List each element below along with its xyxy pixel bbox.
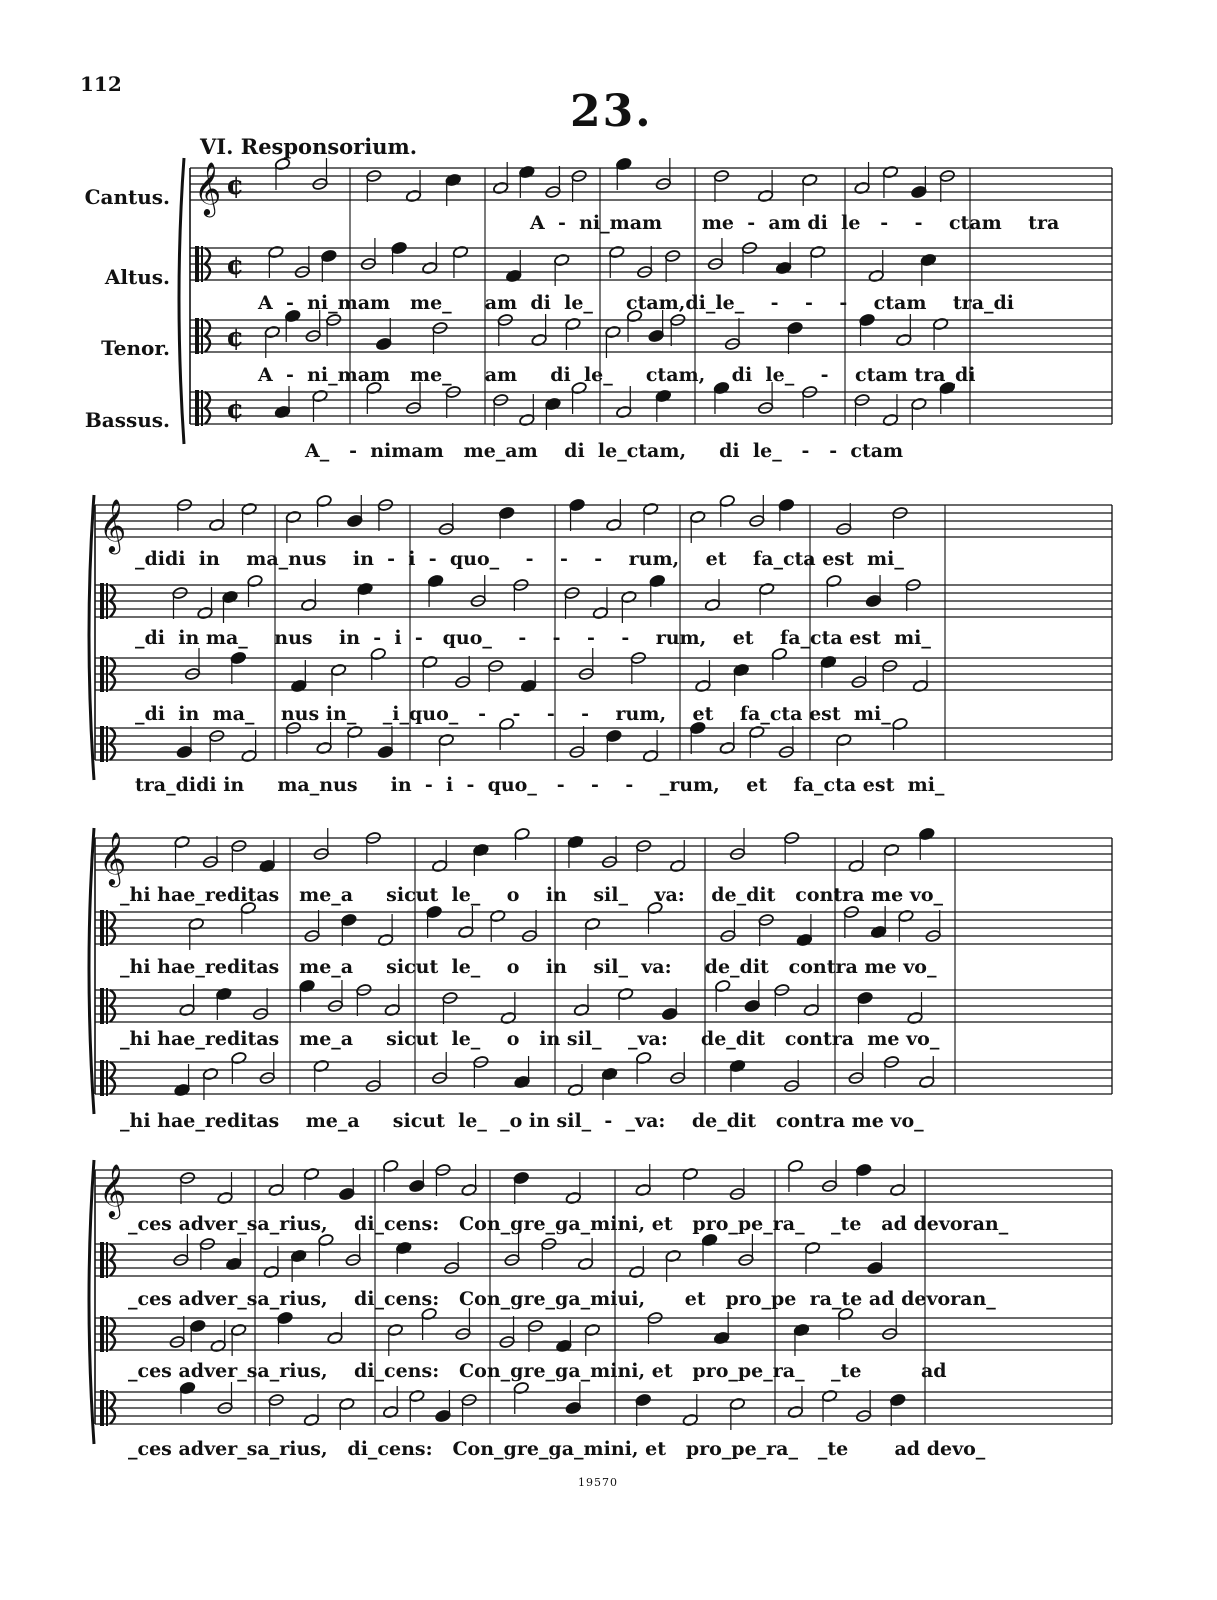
note-icon <box>601 1067 617 1080</box>
note-icon <box>749 725 765 738</box>
note-icon <box>733 663 749 676</box>
note-icon <box>383 1405 399 1418</box>
voice-label-bassus: Bassus. <box>84 408 170 432</box>
note-icon <box>616 405 632 418</box>
note-icon <box>316 494 332 507</box>
note-icon <box>493 181 509 194</box>
note-icon <box>376 337 392 350</box>
lyrics-s4-bassus: _ces adver_sa_rius, di_cens: Con_gre_ga_mini, et pro_pe_ra_ _te ad devo_ <box>128 1438 986 1460</box>
note-icon <box>259 859 275 872</box>
note-icon <box>890 1393 906 1406</box>
note-icon <box>438 733 454 746</box>
note-icon <box>584 1323 600 1336</box>
note-icon <box>202 1067 218 1080</box>
note-icon <box>892 717 908 730</box>
note-icon <box>520 679 536 692</box>
lyrics-s1-cantus: A - ni_mam me - am di le - - ctam tra <box>530 212 1060 234</box>
note-icon <box>648 329 664 342</box>
note-icon <box>616 157 632 170</box>
lyrics-s3-altus: _hi hae_reditas me_a sicut le_ o in sil_ va: de_dit contra me vo_ <box>120 956 937 978</box>
note-icon <box>854 181 870 194</box>
treble-clef-icon: 𝄞 <box>194 161 222 215</box>
note-icon <box>793 1323 809 1336</box>
note-icon <box>682 1413 698 1426</box>
note-icon <box>268 245 284 258</box>
c-clef-icon <box>195 318 199 354</box>
c-clef-icon <box>106 583 108 619</box>
c-clef-icon <box>100 1390 104 1426</box>
note-icon <box>606 518 622 531</box>
note-icon <box>890 1183 906 1196</box>
note-icon <box>327 1331 343 1344</box>
note-icon <box>907 1011 923 1024</box>
note-icon <box>216 987 232 1000</box>
note-icon <box>729 1059 745 1072</box>
c-clef-icon <box>106 656 108 692</box>
note-icon <box>898 909 914 922</box>
note-icon <box>377 933 393 946</box>
brace-icon <box>179 158 184 444</box>
note-icon <box>682 1167 698 1180</box>
note-icon <box>714 1331 730 1344</box>
c-clef-icon <box>106 1242 108 1278</box>
note-icon <box>312 389 328 402</box>
note-icon <box>241 749 257 762</box>
c-clef-icon <box>106 910 108 946</box>
note-icon <box>514 827 530 840</box>
note-icon <box>264 325 280 338</box>
lyrics-s3-bassus: _hi hae_reditas me_a sicut le_ _o in sil_ - _va: de_dit contra me vo_ <box>120 1110 924 1132</box>
note-icon <box>609 245 625 258</box>
treble-clef-icon: 𝄞 <box>99 1163 127 1217</box>
note-icon <box>870 925 886 938</box>
c-clef-icon <box>100 910 104 946</box>
note-icon <box>519 413 535 426</box>
note-icon <box>836 733 852 746</box>
note-icon <box>803 1003 819 1016</box>
note-icon <box>357 582 373 595</box>
voice-label-tenor: Tenor. <box>101 336 170 360</box>
note-icon <box>268 1183 284 1196</box>
note-icon <box>231 1051 247 1064</box>
note-icon <box>513 1381 529 1394</box>
note-icon <box>778 498 794 511</box>
note-icon <box>217 1191 233 1204</box>
note-icon <box>573 1003 589 1016</box>
note-icon <box>274 405 290 418</box>
lyrics-s2-tenor: _di in ma_ nus in_ _i_quo_ - - - - rum, et fa_cta est mi_ <box>135 703 891 725</box>
note-icon <box>882 413 898 426</box>
note-icon <box>383 1159 399 1172</box>
note-icon <box>545 397 561 410</box>
brace-icon <box>89 828 94 1114</box>
note-icon <box>303 1413 319 1426</box>
note-icon <box>771 647 787 660</box>
note-icon <box>820 655 836 668</box>
note-icon <box>274 157 290 170</box>
note-icon <box>387 1323 403 1336</box>
note-icon <box>744 999 760 1012</box>
note-icon <box>490 909 506 922</box>
note-icon <box>405 189 421 202</box>
note-icon <box>377 745 393 758</box>
note-icon <box>567 835 583 848</box>
note-icon <box>445 173 461 186</box>
note-icon <box>848 859 864 872</box>
voice-label-cantus: Cantus. <box>84 185 170 209</box>
lyrics-s4-tenor: _ces adver_sa_rius, di_cens: Con_gre_ga_mini, et pro_pe_ra_ _te ad <box>128 1360 947 1382</box>
note-icon <box>291 679 307 692</box>
lyrics-s3-tenor: _hi hae_reditas me_a sicut le_ o in sil_ _va: de_dit contra me vo_ <box>120 1028 940 1050</box>
note-icon <box>506 269 522 282</box>
note-icon <box>391 241 407 254</box>
note-icon <box>896 333 912 346</box>
lyrics-s1-altus: A - ni_mam me_ am di le_ ctam,di_le_ - - - ctam tra_di <box>258 292 1015 314</box>
lyrics-s4-altus: _ces adver_sa_rius, di_cens: Con_gre_ga_miui, et pro_pe ra_te ad devoran_ <box>128 1288 996 1310</box>
note-icon <box>665 1249 681 1262</box>
c-clef-icon <box>100 1242 104 1278</box>
note-icon <box>301 598 317 611</box>
note-icon <box>584 917 600 930</box>
note-icon <box>655 389 671 402</box>
note-icon <box>347 725 363 738</box>
note-icon <box>695 679 711 692</box>
note-icon <box>427 574 443 587</box>
note-icon <box>883 843 899 856</box>
note-icon <box>605 325 621 338</box>
note-icon <box>176 745 192 758</box>
note-icon <box>715 979 731 992</box>
note-icon <box>179 1381 195 1394</box>
note-icon <box>277 1311 293 1324</box>
note-icon <box>230 1323 246 1336</box>
note-icon <box>461 1183 477 1196</box>
note-icon <box>635 1051 651 1064</box>
note-icon <box>621 590 637 603</box>
c-clef-icon <box>100 583 104 619</box>
note-icon <box>197 606 213 619</box>
c-clef-icon <box>201 246 203 282</box>
note-icon <box>911 185 927 198</box>
note-icon <box>635 1183 651 1196</box>
note-icon <box>759 582 775 595</box>
note-icon <box>318 1233 334 1246</box>
note-icon <box>247 574 263 587</box>
note-icon <box>426 905 442 918</box>
note-icon <box>592 606 608 619</box>
c-clef-icon <box>106 726 108 762</box>
note-icon <box>299 979 315 992</box>
c-clef-icon <box>100 656 104 692</box>
lyrics-s1-tenor: A - ni_mam me_ am di le_ ctam, di le_ - ctam tra_di <box>258 364 976 386</box>
time-signature-icon: ¢ <box>226 395 245 425</box>
section-title: VI. Responsorium. <box>200 134 418 159</box>
note-icon <box>617 987 633 1000</box>
note-icon <box>396 1241 412 1254</box>
lyrics-s2-bassus: tra_didi in ma_nus in - i - quo_ - - - _rum, et fa_cta est mi_ <box>135 774 945 796</box>
treble-clef-icon: 𝄞 <box>99 831 127 885</box>
note-icon <box>629 1265 645 1278</box>
note-icon <box>919 827 935 840</box>
brace-icon <box>89 1160 94 1444</box>
time-signature-icon: ¢ <box>226 171 245 201</box>
note-icon <box>513 1171 529 1184</box>
note-icon <box>458 925 474 938</box>
time-signature-icon: ¢ <box>226 251 245 281</box>
page-number: 112 <box>80 72 122 96</box>
note-icon <box>188 917 204 930</box>
note-icon <box>649 574 665 587</box>
note-icon <box>729 1397 745 1410</box>
note-icon <box>500 1011 516 1024</box>
note-icon <box>209 518 225 531</box>
piece-number: 23. <box>570 86 653 137</box>
lyrics-s4-cantus: _ces adver_sa_rius, di_cens: Con_gre_ga_mini, et pro_pe_ra_ _te ad devoran_ <box>128 1213 1009 1235</box>
c-clef-icon <box>106 1060 108 1096</box>
note-icon <box>409 1179 425 1192</box>
note-icon <box>422 261 438 274</box>
note-icon <box>473 843 489 856</box>
note-icon <box>409 1389 425 1402</box>
note-icon <box>519 165 535 178</box>
note-icon <box>802 173 818 186</box>
note-icon <box>662 1007 678 1020</box>
note-icon <box>932 317 948 330</box>
c-clef-icon <box>195 390 199 426</box>
note-icon <box>787 1159 803 1172</box>
note-icon <box>370 647 386 660</box>
note-icon <box>316 741 332 754</box>
note-icon <box>757 189 773 202</box>
note-icon <box>569 498 585 511</box>
note-icon <box>912 679 928 692</box>
note-icon <box>290 1249 306 1262</box>
lyrics-s2-cantus: _didi in ma_nus in - i - quo_ - - - rum, et fa_cta est mi_ <box>135 548 904 570</box>
note-icon <box>855 1163 871 1176</box>
note-icon <box>341 913 357 926</box>
note-icon <box>174 1083 190 1096</box>
note-icon <box>263 1265 279 1278</box>
note-icon <box>432 859 448 872</box>
note-icon <box>321 249 337 262</box>
note-icon <box>868 269 884 282</box>
brace-icon <box>89 495 94 780</box>
note-icon <box>347 514 363 527</box>
voice-label-altus: Altus. <box>104 265 170 289</box>
note-icon <box>642 749 658 762</box>
lyrics-s3-cantus: _hi hae_reditas me_a sicut le_ o in sil_ va: de_dit contra me vo_ <box>120 884 944 906</box>
note-icon <box>606 729 622 742</box>
note-icon <box>826 574 842 587</box>
note-icon <box>565 317 581 330</box>
c-clef-icon <box>195 246 199 282</box>
note-icon <box>222 590 238 603</box>
lyrics-s1-bassus: A_ - nimam me_am di le_ctam, di le_ - - ctam <box>305 440 904 462</box>
c-clef-icon <box>106 1316 108 1352</box>
note-icon <box>499 506 515 519</box>
note-icon <box>882 165 898 178</box>
note-icon <box>775 261 791 274</box>
note-icon <box>339 1397 355 1410</box>
note-icon <box>804 1241 820 1254</box>
note-icon <box>911 397 927 410</box>
c-clef-icon <box>201 390 203 426</box>
note-icon <box>241 502 257 515</box>
note-icon <box>531 333 547 346</box>
c-clef-icon <box>201 318 203 354</box>
note-icon <box>226 1257 242 1270</box>
note-icon <box>635 1393 651 1406</box>
note-icon <box>865 594 881 607</box>
note-icon <box>701 1233 717 1246</box>
note-icon <box>330 663 346 676</box>
note-icon <box>704 598 720 611</box>
note-icon <box>313 1059 329 1072</box>
note-icon <box>285 510 301 523</box>
note-icon <box>210 1339 226 1352</box>
c-clef-icon <box>106 988 108 1024</box>
note-icon <box>422 655 438 668</box>
note-icon <box>719 741 735 754</box>
note-icon <box>796 933 812 946</box>
note-icon <box>787 321 803 334</box>
note-icon <box>821 1389 837 1402</box>
note-icon <box>920 253 936 266</box>
note-icon <box>452 245 468 258</box>
lyrics-s2-altus: _di in ma_ nus in - i - quo_ - - - - rum, et fa_cta est mi_ <box>135 627 931 649</box>
note-icon <box>179 1003 195 1016</box>
note-icon <box>190 1319 206 1332</box>
note-icon <box>670 859 686 872</box>
note-icon <box>787 1405 803 1418</box>
note-icon <box>174 835 190 848</box>
note-icon <box>514 1075 530 1088</box>
time-signature-icon: ¢ <box>226 323 245 353</box>
note-icon <box>554 253 570 266</box>
note-icon <box>857 991 873 1004</box>
c-clef-icon <box>100 1316 104 1352</box>
c-clef-icon <box>100 726 104 762</box>
note-icon <box>642 502 658 515</box>
note-icon <box>919 1075 935 1088</box>
note-icon <box>577 1257 593 1270</box>
note-icon <box>565 1191 581 1204</box>
note-icon <box>719 494 735 507</box>
note-icon <box>690 510 706 523</box>
note-icon <box>339 1187 355 1200</box>
treble-clef-icon: 𝄞 <box>99 498 127 552</box>
note-icon <box>859 313 875 326</box>
note-icon <box>384 1003 400 1016</box>
note-icon <box>556 1339 572 1352</box>
note-icon <box>303 1167 319 1180</box>
note-icon <box>567 1083 583 1096</box>
note-icon <box>810 245 826 258</box>
plate-number: 19570 <box>578 1476 618 1489</box>
c-clef-icon <box>106 1390 108 1426</box>
note-icon <box>230 651 246 664</box>
note-icon <box>565 1401 581 1414</box>
c-clef-icon <box>100 1060 104 1096</box>
note-icon <box>867 1261 883 1274</box>
c-clef-icon <box>100 988 104 1024</box>
note-icon <box>435 1409 451 1422</box>
